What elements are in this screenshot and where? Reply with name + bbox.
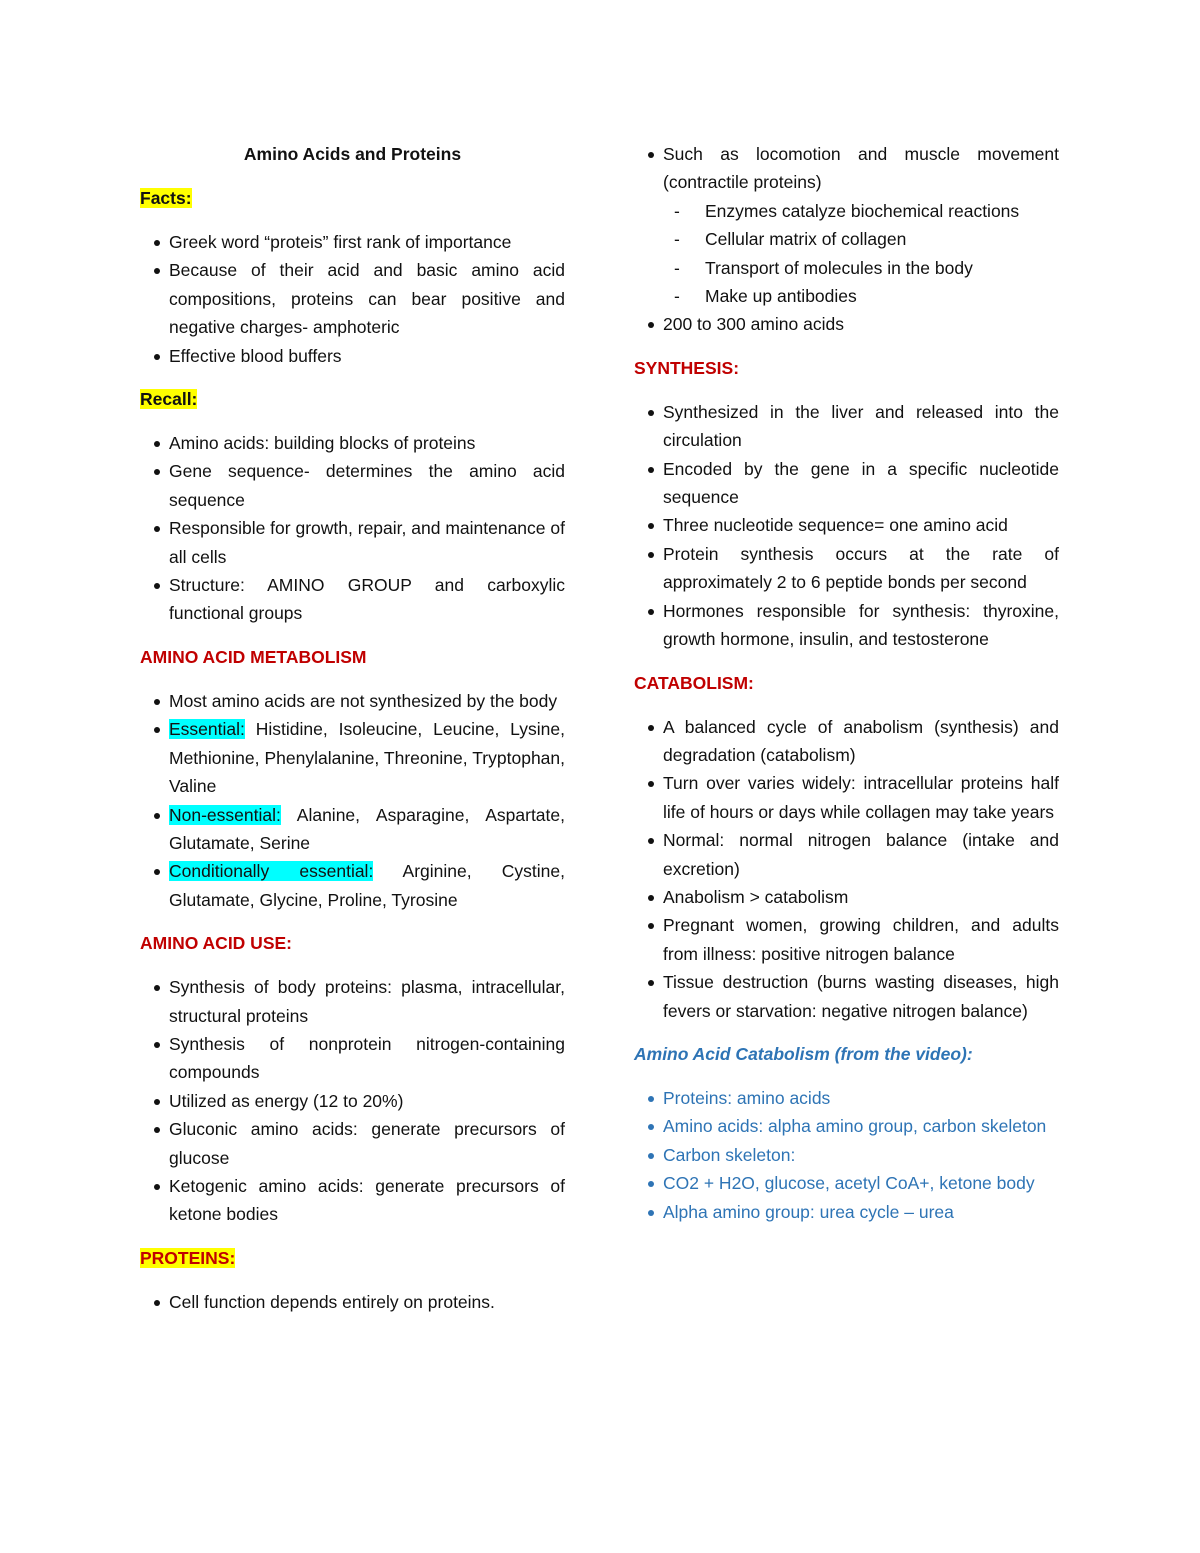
bullet-icon <box>154 1300 160 1306</box>
bullet-icon <box>154 354 160 360</box>
bullet-icon <box>648 781 654 787</box>
bullet-icon <box>154 1184 160 1190</box>
proteins-list <box>140 1288 565 1316</box>
dash-icon: - <box>674 200 680 221</box>
recall-list <box>140 429 565 628</box>
list-item: Cell function depends entirely on proteins. <box>140 1288 565 1316</box>
bullet-icon <box>648 1124 654 1130</box>
list-item: 200 to 300 amino acids <box>634 310 1059 338</box>
bullet-icon <box>648 523 654 529</box>
use-list <box>140 973 565 1229</box>
bullet-icon <box>648 1096 654 1102</box>
right-column <box>634 140 1059 1226</box>
nonessential-label: Non-essential: <box>169 804 281 825</box>
dash-item: - Enzymes catalyze biochemical reactions <box>634 197 1059 225</box>
list-item: Conditionally essential: Arginine, Cystine, Glutamate, Glycine, Proline, Tyrosine <box>140 857 565 914</box>
list-item: Utilized as energy (12 to 20%) <box>140 1087 565 1115</box>
list-item: Turn over varies widely: intracellular proteins half life of hours or days while collagen may take years <box>634 769 1059 826</box>
bullet-icon <box>154 583 160 589</box>
facts-heading: Facts: <box>140 188 192 208</box>
list-item: Amino acids: alpha amino group, carbon skeleton <box>634 1112 1059 1140</box>
proteins-dash-list <box>634 197 1059 311</box>
list-item: Tissue destruction (burns wasting diseases, high fevers or starvation: negative nitrogen balance) <box>634 968 1059 1025</box>
proteins-continued-list-2 <box>634 310 1059 338</box>
bullet-icon <box>648 838 654 844</box>
list-item: A balanced cycle of anabolism (synthesis) and degradation (catabolism) <box>634 713 1059 770</box>
bullet-icon <box>154 869 160 875</box>
list-item: Most amino acids are not synthesized by the body <box>140 687 565 715</box>
essential-label: Essential: <box>169 719 245 740</box>
list-item: Synthesized in the liver and released into the circulation <box>634 398 1059 455</box>
conditional-label: Conditionally essential: <box>169 861 374 882</box>
bullet-icon <box>648 1210 654 1216</box>
list-item: Gene sequence- determines the amino acid sequence <box>140 457 565 514</box>
catabolism-list <box>634 713 1059 1025</box>
list-item: Amino acids: building blocks of proteins <box>140 429 565 457</box>
proteins-heading: PROTEINS: <box>140 1247 236 1268</box>
catabolism-heading: CATABOLISM: <box>634 672 754 693</box>
list-item: Synthesis of nonprotein nitrogen-containing compounds <box>140 1030 565 1087</box>
bullet-icon <box>648 152 654 158</box>
left-column <box>140 140 565 1316</box>
video-heading: Amino Acid Catabolism (from the video): <box>634 1043 973 1064</box>
dash-icon: - <box>674 286 680 307</box>
recall-heading: Recall: <box>140 389 198 410</box>
dash-item: - Make up antibodies <box>634 282 1059 310</box>
list-item: Hormones responsible for synthesis: thyroxine, growth hormone, insulin, and testosterone <box>634 597 1059 654</box>
bullet-icon <box>154 526 160 532</box>
bullet-icon <box>154 469 160 475</box>
list-item: Greek word “proteis” first rank of importance <box>140 228 565 256</box>
list-item: Carbon skeleton: <box>634 1141 1059 1169</box>
proteins-continued-list <box>634 140 1059 197</box>
bullet-icon <box>648 895 654 901</box>
bullet-icon <box>648 322 654 328</box>
bullet-icon <box>648 1153 654 1159</box>
list-item: Alpha amino group: urea cycle – urea <box>634 1198 1059 1226</box>
list-item: Protein synthesis occurs at the rate of approximately 2 to 6 peptide bonds per second <box>634 540 1059 597</box>
list-item: Because of their acid and basic amino acid compositions, proteins can bear positive and negative charges- amphoteric <box>140 256 565 341</box>
dash-item: - Cellular matrix of collagen <box>634 225 1059 253</box>
list-item: Three nucleotide sequence= one amino acid <box>634 511 1059 539</box>
metabolism-heading: AMINO ACID METABOLISM <box>140 646 367 667</box>
bullet-icon <box>154 1127 160 1133</box>
bullet-icon <box>154 268 160 274</box>
bullet-icon <box>154 727 160 733</box>
dash-icon: - <box>674 229 680 250</box>
bullet-icon <box>648 980 654 986</box>
bullet-icon <box>154 813 160 819</box>
use-heading: AMINO ACID USE: <box>140 933 292 954</box>
bullet-icon <box>648 552 654 558</box>
dash-item: - Transport of molecules in the body <box>634 254 1059 282</box>
list-item: Effective blood buffers <box>140 342 565 370</box>
metabolism-list <box>140 687 565 914</box>
list-item: Anabolism > catabolism <box>634 883 1059 911</box>
bullet-icon <box>648 725 654 731</box>
list-item: CO2 + H2O, glucose, acetyl CoA+, ketone body <box>634 1169 1059 1197</box>
list-item: Structure: AMINO GROUP and carboxylic functional groups <box>140 571 565 628</box>
dash-icon: - <box>674 257 680 278</box>
list-item: Synthesis of body proteins: plasma, intracellular, structural proteins <box>140 973 565 1030</box>
bullet-icon <box>648 467 654 473</box>
bullet-icon <box>648 410 654 416</box>
list-item: Normal: normal nitrogen balance (intake and excretion) <box>634 826 1059 883</box>
list-item: Responsible for growth, repair, and maintenance of all cells <box>140 514 565 571</box>
bullet-icon <box>154 985 160 991</box>
list-item: Pregnant women, growing children, and adults from illness: positive nitrogen balance <box>634 911 1059 968</box>
list-item: Such as locomotion and muscle movement (contractile proteins) <box>634 140 1059 197</box>
bullet-icon <box>154 1099 160 1105</box>
bullet-icon <box>648 1181 654 1187</box>
facts-list <box>140 228 565 370</box>
bullet-icon <box>154 1042 160 1048</box>
list-item: Essential: Histidine, Isoleucine, Leucine, Lysine, Methionine, Phenylalanine, Threonine, Tryptophan, Valine <box>140 715 565 800</box>
list-item: Gluconic amino acids: generate precursors of glucose <box>140 1115 565 1172</box>
synthesis-heading: SYNTHESIS: <box>634 357 740 378</box>
bullet-icon <box>154 699 160 705</box>
bullet-icon <box>648 609 654 615</box>
list-item: Ketogenic amino acids: generate precursors of ketone bodies <box>140 1172 565 1229</box>
list-item: Non-essential: Alanine, Asparagine, Aspartate, Glutamate, Serine <box>140 801 565 858</box>
bullet-icon <box>154 441 160 447</box>
bullet-icon <box>154 240 160 246</box>
synthesis-list <box>634 398 1059 654</box>
video-list <box>634 1084 1059 1226</box>
list-item: Proteins: amino acids <box>634 1084 1059 1112</box>
bullet-icon <box>648 923 654 929</box>
list-item: Encoded by the gene in a specific nucleotide sequence <box>634 455 1059 512</box>
page-title: Amino Acids and Proteins <box>243 144 462 164</box>
